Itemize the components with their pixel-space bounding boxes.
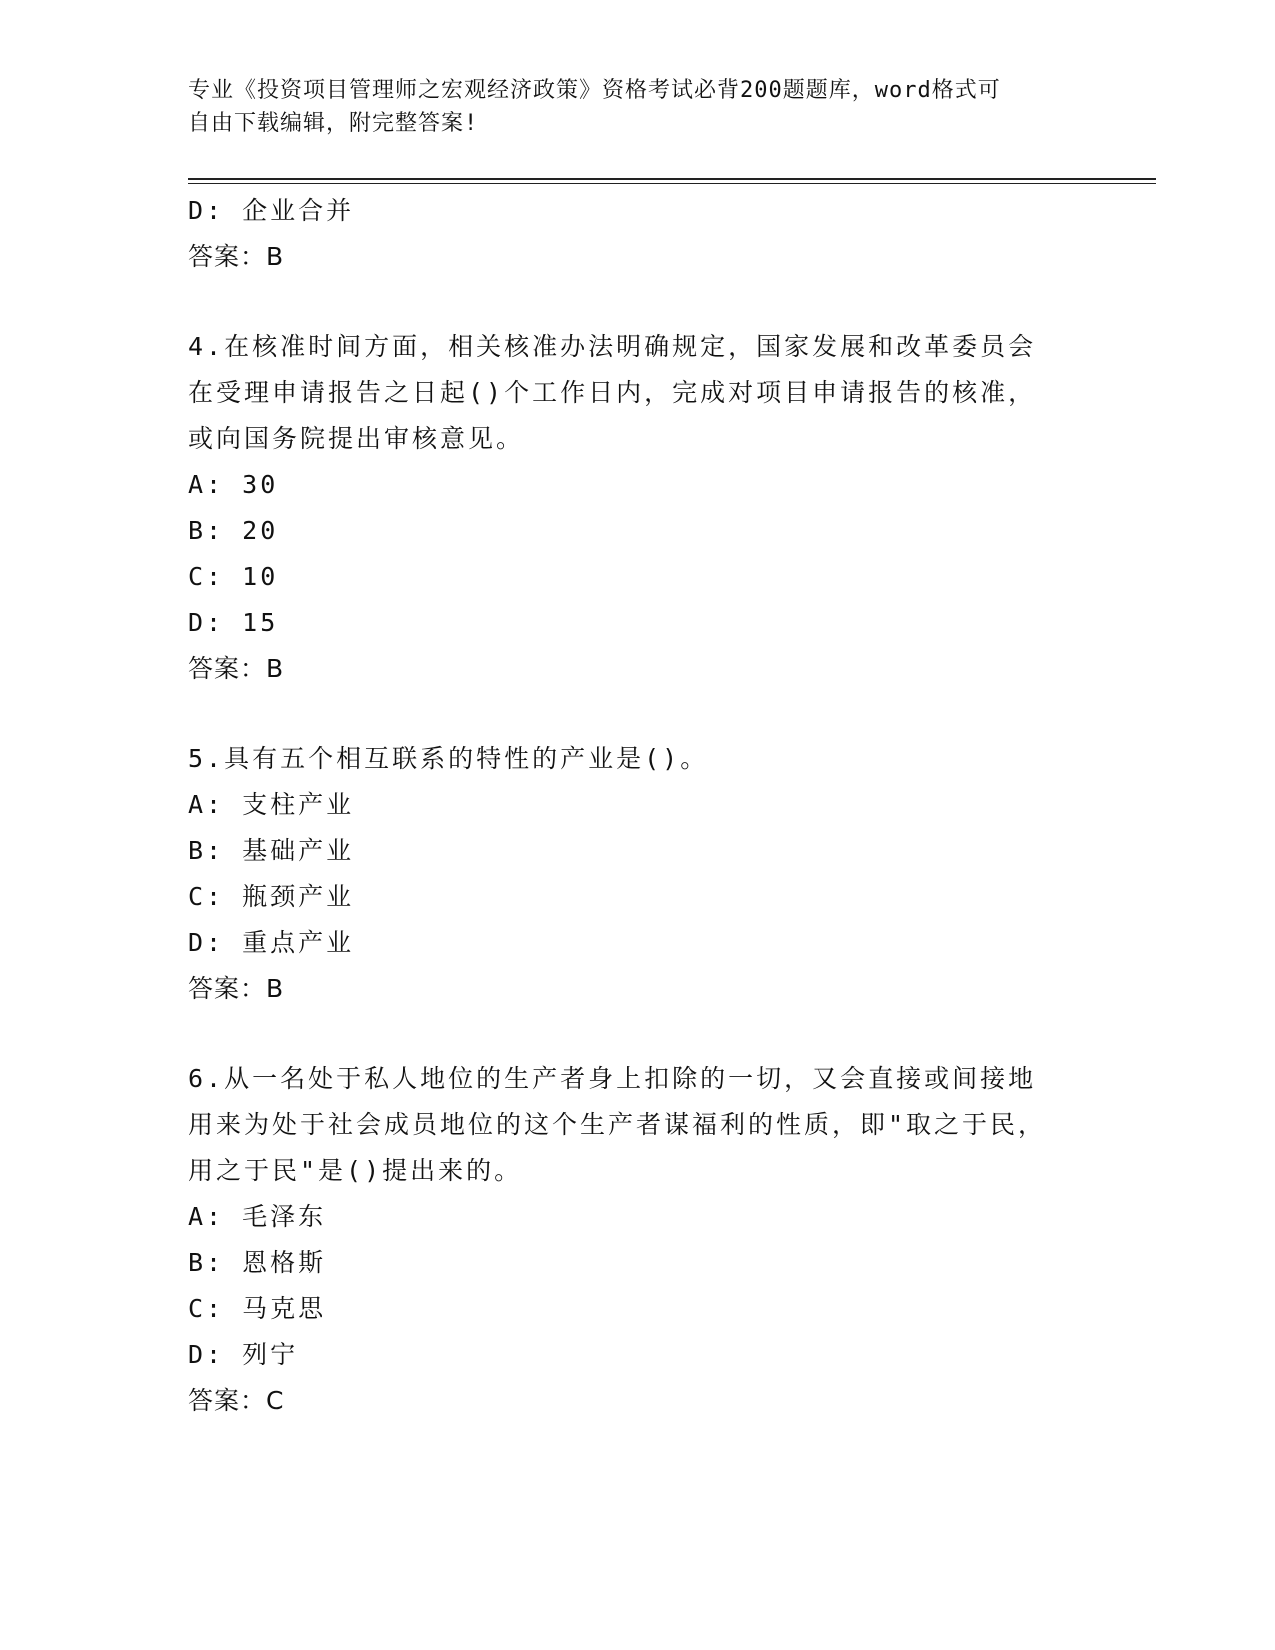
- question-4-option-b: B: 20: [188, 516, 279, 545]
- question-6-text-line-2: 用来为处于社会成员地位的这个生产者谋福利的性质，即"取之于民，: [188, 1110, 1047, 1139]
- question-5-option-d: D: 重点产业: [188, 928, 355, 957]
- question-6-text-line-1: 6.从一名处于私人地位的生产者身上扣除的一切，又会直接或间接地: [188, 1064, 1037, 1093]
- question-4-text-line-2: 在受理申请报告之日起()个工作日内，完成对项目申请报告的核准，: [188, 378, 1037, 407]
- question-6-option-b: B: 恩格斯: [188, 1248, 327, 1277]
- question-5-option-b: B: 基础产业: [188, 836, 355, 865]
- question-5-option-c: C: 瓶颈产业: [188, 882, 355, 911]
- header-line-2: 自由下载编辑，附完整答案!: [188, 111, 479, 136]
- prev-answer: 答案：B: [188, 242, 285, 271]
- question-6-option-a: A: 毛泽东: [188, 1202, 327, 1231]
- question-4-option-c: C: 10: [188, 562, 279, 591]
- question-5-answer: 答案：B: [188, 974, 285, 1003]
- question-6-option-c: C: 马克思: [188, 1294, 327, 1323]
- question-4-option-a: A: 30: [188, 470, 279, 499]
- question-4-option-d: D: 15: [188, 608, 279, 637]
- header-rule-thick: [188, 178, 1156, 180]
- question-4: [188, 324, 1088, 692]
- spacer: [188, 1012, 1088, 1056]
- spacer: [188, 692, 1088, 736]
- spacer: [188, 280, 1088, 324]
- question-4-answer: 答案：B: [188, 654, 285, 683]
- question-4-text-line-1: 4.在核准时间方面，相关核准办法明确规定，国家发展和改革委员会: [188, 332, 1037, 361]
- question-6-answer: 答案：C: [188, 1386, 285, 1415]
- question-5: [188, 736, 1088, 1012]
- question-6-option-d: D: 列宁: [188, 1340, 299, 1369]
- header-line-1: 专业《投资项目管理师之宏观经济政策》资格考试必背200题题库，word格式可: [188, 78, 1001, 103]
- prev-option-d: D: 企业合并: [188, 196, 355, 225]
- header-rule-thin: [188, 183, 1156, 184]
- question-4-text-line-3: 或向国务院提出审核意见。: [188, 424, 525, 453]
- document-body: [188, 188, 1088, 1424]
- question-5-option-a: A: 支柱产业: [188, 790, 355, 819]
- question-6-text-line-3: 用之于民"是()提出来的。: [188, 1156, 523, 1185]
- question-6: [188, 1056, 1088, 1424]
- document-header: [188, 74, 1068, 140]
- question-5-text-line-1: 5.具有五个相互联系的特性的产业是()。: [188, 744, 709, 773]
